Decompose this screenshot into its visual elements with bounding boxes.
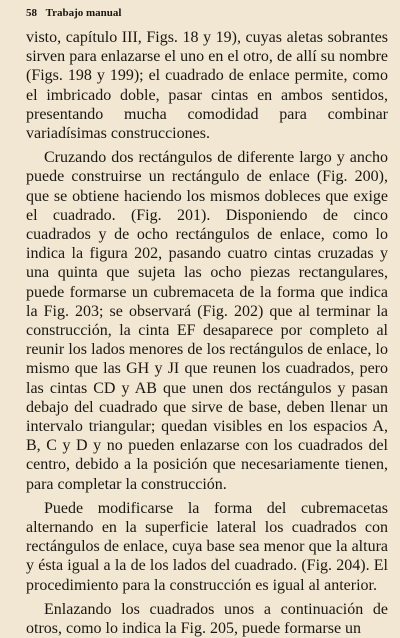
paragraph-enlazando-cuadrados: Enlazando los cuadrados unos a continuación de otros, como lo indica la Fig. 205, puede formarse un (26, 600, 388, 638)
paragraph-cubremacetas: Puede modificarse la forma del cubremacetas alternando en la superficie lateral los cuadrados con rectángulos de enlace, cuya base sea menor que la altura y ésta igual a la de los lados del cuadrado. (Fig. 204). El procedimiento para la construcción es igual al anterior. (26, 499, 388, 594)
page-number: 58 (26, 7, 37, 19)
running-head (26, 6, 388, 20)
paragraph-continuation: visto, capítulo III, Figs. 18 y 19), cuyas aletas sobrantes sirven para enlazarse el uno en el otro, de allí su nombre (Figs. 198 y 199); el cuadrado de enlace permite, como el imbricado doble, pasar cintas en ambos sentidos, presentando mucha comodidad para combinar variadísimas construcciones. (26, 29, 388, 143)
paragraph-rectangulo-enlace: Cruzando dos rectángulos de diferente largo y ancho puede construirse un rectángulo de enlace (Fig. 200), que se obtiene haciendo los mismos dobleces que exige el cuadrado. (Fig. 201). Disponiendo de cinco cuadrados y de ocho rectángulos de enlace, como lo indica la figura 202, pasando cuatro cintas cruzadas y una quinta que sujeta las ocho piezas rectangulares, puede formarse un cubremaceta de la forma que indica la Fig. 203; se observará (Fig. 202) que al terminar la construcción, la cinta EF desaparece por completo al reunir los lados menores de los rectángulos de enlace, lo mismo que las GH y JI que reunen los cuadrados, pero las cintas CD y AB que unen dos rectángulos y pasan debajo del cuadrado que sirve de base, deben llenar un intervalo triangular; quedan visibles en los espacios A, B, C y D y no pueden enlazarse con los cuadrados del centro, debido a la posición que necesariamente tienen, para completar la construcción. (26, 149, 388, 493)
running-title: Trabajo manual (45, 7, 122, 19)
body-text (26, 28, 388, 638)
